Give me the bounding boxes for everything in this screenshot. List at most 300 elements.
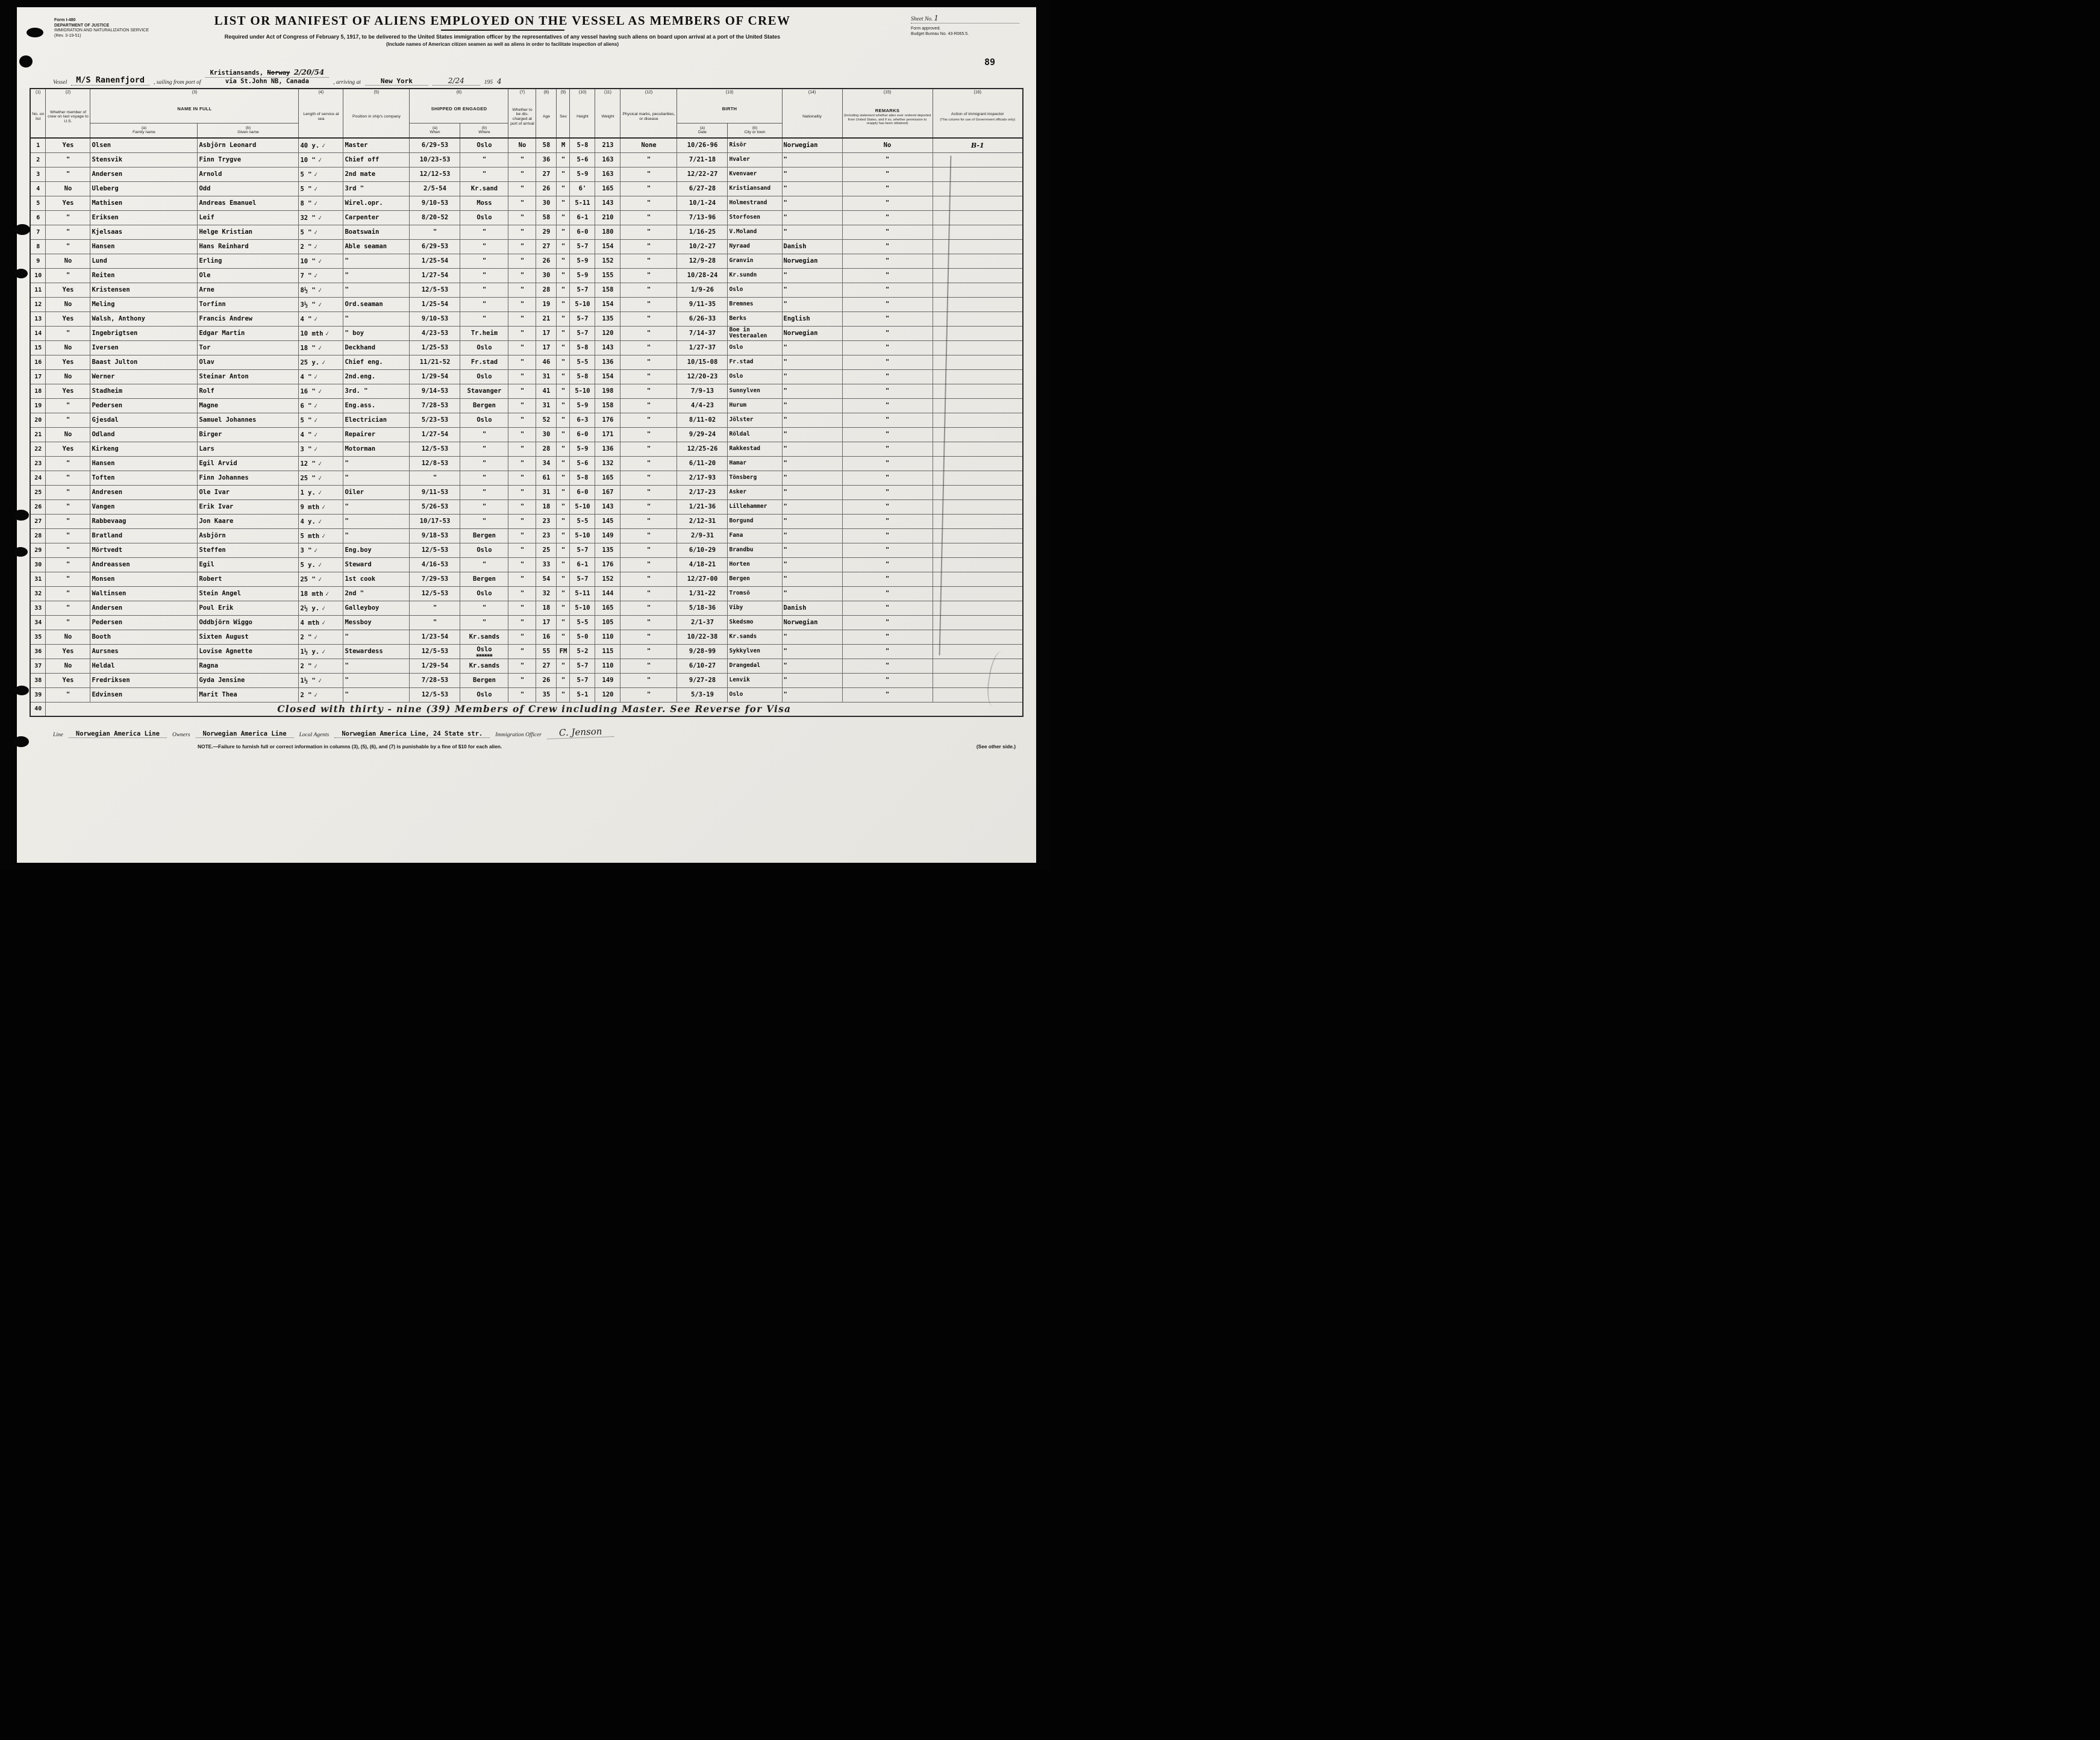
cell-sex: " — [557, 485, 570, 499]
cell-no: 11 — [30, 283, 46, 297]
crew-row — [30, 471, 1023, 485]
cell-remarks: " — [842, 239, 933, 254]
cell-weight: 120 — [595, 687, 620, 702]
cell-no: 10 — [30, 268, 46, 283]
cell-age: 28 — [536, 283, 557, 297]
cell-age: 35 — [536, 687, 557, 702]
cell-bcity: Granvin — [728, 254, 782, 268]
cell-action — [933, 442, 1023, 456]
cell-remarks: " — [842, 471, 933, 485]
cell-service: 5 " ✓ — [299, 413, 343, 427]
cell-disch: " — [508, 572, 536, 586]
cell-remarks: " — [842, 543, 933, 557]
cell-no: 15 — [30, 340, 46, 355]
title-block — [131, 13, 873, 47]
cell-bdate: 12/9-28 — [677, 254, 728, 268]
cell-remarks: " — [842, 268, 933, 283]
cell-when: 10/23-53 — [410, 152, 460, 167]
cell-bdate: 4/18-21 — [677, 557, 728, 572]
action-note: (This column for use of Government officials only) — [940, 117, 1016, 122]
sailing-from-label: , sailing from port of — [154, 80, 201, 86]
check-mark: ✓ — [313, 242, 319, 251]
cell-weight: 110 — [595, 630, 620, 644]
cell-when: 9/11-53 — [410, 485, 460, 499]
check-mark: ✓ — [313, 546, 319, 554]
cell-when: 2/5-54 — [410, 181, 460, 196]
cell-disch: " — [508, 384, 536, 398]
cell-position: " boy — [343, 326, 410, 340]
cell-marks: " — [620, 413, 677, 427]
cell-family: Kjelsaas — [90, 225, 198, 239]
cell-nat: " — [782, 499, 842, 514]
cell-bcity: Lenvik — [728, 673, 782, 687]
cell-bdate: 2/17-93 — [677, 471, 728, 485]
crew-row — [30, 572, 1023, 586]
cell-given: Gyda Jensine — [198, 673, 299, 687]
crew-row — [30, 167, 1023, 181]
crew-row — [30, 630, 1023, 644]
cell-position: " — [343, 456, 410, 471]
cell-sex: " — [557, 673, 570, 687]
cell-when: 1/29-54 — [410, 659, 460, 673]
cell-no: 4 — [30, 181, 46, 196]
cell-where: " — [460, 311, 508, 326]
check-mark: ✓ — [317, 575, 323, 583]
cell-height: 5-1 — [570, 687, 595, 702]
cell-no: 26 — [30, 499, 46, 514]
cell-nat: " — [782, 181, 842, 196]
cell-weight: 176 — [595, 413, 620, 427]
cell-when: 12/12-53 — [410, 167, 460, 181]
cell-where: " — [460, 427, 508, 442]
col-num-11: (11) — [595, 89, 620, 96]
cell-bcity: Lillehammer — [728, 499, 782, 514]
cell-service: 25 " ✓ — [299, 572, 343, 586]
cell-height: 5-7 — [570, 659, 595, 673]
cell-action — [933, 543, 1023, 557]
cell-when: 12/5-53 — [410, 644, 460, 659]
col-header-given-name: (b) Given name — [198, 123, 299, 138]
cell-no: 1 — [30, 138, 46, 152]
arriving-at-label: , arriving at — [333, 80, 361, 86]
cell-disch: " — [508, 543, 536, 557]
cell-family: Waltinsen — [90, 586, 198, 601]
cell-bdate: 12/25-26 — [677, 442, 728, 456]
cell-marks: " — [620, 283, 677, 297]
cell-family: Werner — [90, 369, 198, 384]
cell-weight: 143 — [595, 196, 620, 210]
cell-bcity: Oslo — [728, 687, 782, 702]
cell-service: 4 mth ✓ — [299, 615, 343, 630]
cell-sex: " — [557, 225, 570, 239]
cell-action — [933, 297, 1023, 311]
arrival-port: New York — [365, 77, 428, 86]
cell-nat: " — [782, 283, 842, 297]
cell-crew: " — [46, 485, 90, 499]
cell-service: 25 " ✓ — [299, 471, 343, 485]
cell-where: " — [460, 601, 508, 615]
cell-height: 5-5 — [570, 355, 595, 369]
cell-nat: " — [782, 514, 842, 528]
cell-height: 5-5 — [570, 514, 595, 528]
cell-sex: " — [557, 254, 570, 268]
col-num-6: (6) — [410, 89, 508, 96]
vessel-label: Vessel — [53, 80, 67, 86]
cell-family: Hansen — [90, 239, 198, 254]
cell-bdate: 7/9-13 — [677, 384, 728, 398]
cell-crew: " — [46, 514, 90, 528]
col-header-no-on-list: No. on list — [30, 96, 46, 138]
cell-disch: " — [508, 196, 536, 210]
check-mark: ✓ — [317, 474, 323, 482]
cell-bdate: 12/27-00 — [677, 572, 728, 586]
cell-bcity: Boe in Vesteraalen — [728, 326, 782, 340]
cell-height: 6-0 — [570, 485, 595, 499]
cell-no: 13 — [30, 311, 46, 326]
hole-punch-blob — [13, 736, 29, 747]
cell-sex: " — [557, 239, 570, 254]
cell-bcity: Risör — [728, 138, 782, 152]
cell-no: 31 — [30, 572, 46, 586]
col-header-nationality: Nationality — [782, 96, 842, 138]
cell-position: Chief off — [343, 152, 410, 167]
cell-where: " — [460, 225, 508, 239]
cell-service: 3 " ✓ — [299, 442, 343, 456]
crew-row — [30, 196, 1023, 210]
cell-height: 5-7 — [570, 673, 595, 687]
cell-remarks: " — [842, 225, 933, 239]
cell-given: Oddbjörn Wiggo — [198, 615, 299, 630]
cell-action — [933, 572, 1023, 586]
cell-when: 7/29-53 — [410, 572, 460, 586]
cell-nat: " — [782, 398, 842, 413]
cell-where: " — [460, 456, 508, 471]
cell-family: Vangen — [90, 499, 198, 514]
cell-family: Olsen — [90, 138, 198, 152]
cell-bdate: 8/11-02 — [677, 413, 728, 427]
cell-given: Ole — [198, 268, 299, 283]
cell-marks: " — [620, 601, 677, 615]
cell-marks: " — [620, 673, 677, 687]
cell-crew: No — [46, 297, 90, 311]
cell-disch: " — [508, 615, 536, 630]
cell-nat: " — [782, 268, 842, 283]
cell-remarks: " — [842, 427, 933, 442]
cell-position: " — [343, 630, 410, 644]
cell-crew: No — [46, 630, 90, 644]
cell-no: 5 — [30, 196, 46, 210]
cell-disch: " — [508, 181, 536, 196]
cell-no: 9 — [30, 254, 46, 268]
cell-height: 6-1 — [570, 210, 595, 225]
cell-weight: 145 — [595, 514, 620, 528]
check-mark: ✓ — [317, 300, 323, 308]
cell-disch: " — [508, 427, 536, 442]
check-mark: ✓ — [325, 329, 331, 337]
cell-height: 5-0 — [570, 630, 595, 644]
cell-bcity: Skedsmo — [728, 615, 782, 630]
cell-remarks: " — [842, 254, 933, 268]
cell-bdate: 1/31-22 — [677, 586, 728, 601]
cell-marks: " — [620, 456, 677, 471]
cell-remarks: " — [842, 442, 933, 456]
cell-bdate: 1/9-26 — [677, 283, 728, 297]
cell-marks: " — [620, 369, 677, 384]
cell-action — [933, 398, 1023, 413]
cell-bcity: Oslo — [728, 340, 782, 355]
cell-age: 55 — [536, 644, 557, 659]
cell-no: 33 — [30, 601, 46, 615]
cell-no: 6 — [30, 210, 46, 225]
cell-bdate: 10/26-96 — [677, 138, 728, 152]
cell-height: 5-8 — [570, 369, 595, 384]
cell-no: 40 — [30, 702, 46, 716]
cell-bdate: 1/27-37 — [677, 340, 728, 355]
cell-height: 5-6 — [570, 152, 595, 167]
cell-family: Iversen — [90, 340, 198, 355]
cell-crew: " — [46, 167, 90, 181]
check-mark: ✓ — [317, 257, 323, 265]
cell-age: 41 — [536, 384, 557, 398]
crew-row — [30, 152, 1023, 167]
cell-age: 21 — [536, 311, 557, 326]
cell-bcity: Drangedal — [728, 659, 782, 673]
cell-weight: 149 — [595, 528, 620, 543]
cell-bdate: 9/27-28 — [677, 673, 728, 687]
cell-marks: " — [620, 499, 677, 514]
cell-weight: 144 — [595, 586, 620, 601]
cell-marks: " — [620, 355, 677, 369]
cell-nat: " — [782, 456, 842, 471]
crew-row — [30, 528, 1023, 543]
cell-position: Ord.seaman — [343, 297, 410, 311]
cell-given: Egil Arvid — [198, 456, 299, 471]
crew-row — [30, 384, 1023, 398]
cell-height: 5-7 — [570, 311, 595, 326]
form-number: Form I-480 — [54, 18, 76, 22]
cell-age: 18 — [536, 601, 557, 615]
cell-remarks: " — [842, 167, 933, 181]
cell-age: 58 — [536, 138, 557, 152]
owners-value: Norwegian America Line — [196, 730, 294, 738]
cell-weight: 165 — [595, 181, 620, 196]
cell-age: 46 — [536, 355, 557, 369]
cell-weight: 154 — [595, 369, 620, 384]
cell-no: 16 — [30, 355, 46, 369]
cell-given: Steinar Anton — [198, 369, 299, 384]
cell-bdate: 7/21-18 — [677, 152, 728, 167]
cell-given: Samuel Johannes — [198, 413, 299, 427]
cell-when: 6/29-53 — [410, 239, 460, 254]
cell-when: 10/17-53 — [410, 514, 460, 528]
cell-action — [933, 254, 1023, 268]
cell-position: 2nd mate — [343, 167, 410, 181]
check-mark: ✓ — [313, 184, 319, 193]
cell-service: 2 " ✓ — [299, 239, 343, 254]
check-mark: ✓ — [317, 155, 323, 164]
cell-position: Deckhand — [343, 340, 410, 355]
cell-bcity: Röldal — [728, 427, 782, 442]
cell-position: " — [343, 311, 410, 326]
cell-height: 5-7 — [570, 326, 595, 340]
cell-height: 5-8 — [570, 340, 595, 355]
cell-sex: M — [557, 138, 570, 152]
footer-note — [29, 738, 1024, 750]
cell-age: 26 — [536, 181, 557, 196]
cell-weight: 154 — [595, 297, 620, 311]
cell-no: 7 — [30, 225, 46, 239]
cell-when: " — [410, 601, 460, 615]
check-mark: ✓ — [313, 690, 319, 699]
cell-bcity: Asker — [728, 485, 782, 499]
check-mark: ✓ — [317, 343, 323, 352]
col-header-physical-marks: Physical marks, peculiarities, or disease — [620, 96, 677, 138]
cell-bdate: 2/12-31 — [677, 514, 728, 528]
cell-weight: 152 — [595, 572, 620, 586]
cell-no: 3 — [30, 167, 46, 181]
cell-disch: " — [508, 413, 536, 427]
cell-age: 25 — [536, 543, 557, 557]
cell-height: 6-3 — [570, 413, 595, 427]
cell-weight: 136 — [595, 355, 620, 369]
cell-when: 12/5-53 — [410, 687, 460, 702]
cell-when: 4/23-53 — [410, 326, 460, 340]
cell-no: 21 — [30, 427, 46, 442]
cell-disch: " — [508, 398, 536, 413]
check-mark: ✓ — [317, 459, 323, 468]
cell-service: 2½ y. ✓ — [299, 601, 343, 615]
cell-no: 34 — [30, 615, 46, 630]
cell-given: Asbjörn Leonard — [198, 138, 299, 152]
col-header-birth-city: (b) City or town — [728, 123, 782, 138]
check-mark: ✓ — [317, 488, 323, 496]
cell-nat: " — [782, 210, 842, 225]
col-header-shipped-where: (b) Where — [460, 123, 508, 138]
crew-row — [30, 355, 1023, 369]
cell-height: 5-9 — [570, 268, 595, 283]
cell-given: Steffen — [198, 543, 299, 557]
cell-given: Hans Reinhard — [198, 239, 299, 254]
cell-where: " — [460, 152, 508, 167]
handwritten-sailing-date: 2/20/54 — [293, 68, 325, 77]
cell-no: 18 — [30, 384, 46, 398]
cell-crew: No — [46, 340, 90, 355]
crew-row — [30, 601, 1023, 615]
crew-row — [30, 398, 1023, 413]
cell-given: Erik Ivar — [198, 499, 299, 514]
cell-position: Able seaman — [343, 239, 410, 254]
cell-position: " — [343, 659, 410, 673]
cell-bdate: 7/13-96 — [677, 210, 728, 225]
cell-position: 3rd. " — [343, 384, 410, 398]
cell-service: 5 " ✓ — [299, 181, 343, 196]
cell-crew: " — [46, 456, 90, 471]
check-mark: ✓ — [313, 416, 319, 424]
cell-nat: " — [782, 442, 842, 456]
cell-where: Oslo — [460, 210, 508, 225]
cell-service: 2 " ✓ — [299, 659, 343, 673]
cell-no: 8 — [30, 239, 46, 254]
cell-service: 18 mth ✓ — [299, 586, 343, 601]
cell-where: " — [460, 485, 508, 499]
cell-crew: " — [46, 543, 90, 557]
sailing-port — [205, 69, 330, 86]
cell-crew: " — [46, 528, 90, 543]
col-num-1: (1) — [30, 89, 46, 96]
cell-disch: " — [508, 673, 536, 687]
cell-marks: " — [620, 268, 677, 283]
cell-no: 23 — [30, 456, 46, 471]
cell-crew: " — [46, 471, 90, 485]
cell-age: 17 — [536, 326, 557, 340]
cell-position: " — [343, 499, 410, 514]
cell-disch: " — [508, 268, 536, 283]
cell-bdate: 5/3-19 — [677, 687, 728, 702]
check-mark: ✓ — [317, 517, 323, 525]
cell-when: 9/10-53 — [410, 196, 460, 210]
check-mark: ✓ — [313, 401, 319, 410]
cell-crew: Yes — [46, 384, 90, 398]
cell-where: " — [460, 283, 508, 297]
hole-punch-blob — [13, 547, 28, 557]
crew-row — [30, 413, 1023, 427]
cell-sex: " — [557, 543, 570, 557]
cell-bdate: 12/20-23 — [677, 369, 728, 384]
cell-sex: " — [557, 499, 570, 514]
col-header-length-of-service: Length of service at sea — [299, 96, 343, 138]
cell-when: 12/5-53 — [410, 442, 460, 456]
cell-service: 25 y. ✓ — [299, 355, 343, 369]
cell-crew: " — [46, 687, 90, 702]
cell-sex: " — [557, 442, 570, 456]
cell-service: 1 y. ✓ — [299, 485, 343, 499]
cell-bcity: Brandbu — [728, 543, 782, 557]
cell-age: 58 — [536, 210, 557, 225]
sheet-number-block — [911, 16, 1019, 37]
hole-punch-blob — [13, 510, 29, 521]
cell-height: 5-7 — [570, 572, 595, 586]
cell-service: 6 " ✓ — [299, 398, 343, 413]
cell-where: Kr.sand — [460, 181, 508, 196]
cell-family: Andreassen — [90, 557, 198, 572]
cell-no: 25 — [30, 485, 46, 499]
crew-row — [30, 181, 1023, 196]
cell-position: " — [343, 514, 410, 528]
vessel-name: M/S Ranenfjord — [71, 75, 149, 86]
cell-given: Finn Trygve — [198, 152, 299, 167]
cell-when: 5/23-53 — [410, 413, 460, 427]
cell-remarks: " — [842, 196, 933, 210]
cell-age: 28 — [536, 442, 557, 456]
cell-crew: Yes — [46, 644, 90, 659]
cell-age: 16 — [536, 630, 557, 644]
cell-position: Eng.ass. — [343, 398, 410, 413]
cell-weight: 213 — [595, 138, 620, 152]
cell-height: 6-1 — [570, 557, 595, 572]
cell-remarks: " — [842, 355, 933, 369]
cell-crew: " — [46, 557, 90, 572]
cell-age: 17 — [536, 340, 557, 355]
cell-where: " — [460, 442, 508, 456]
col-num-5: (5) — [343, 89, 410, 96]
manifest-paper — [17, 7, 1036, 863]
cell-height: 5-9 — [570, 442, 595, 456]
cell-height: 5-9 — [570, 398, 595, 413]
cell-remarks: " — [842, 644, 933, 659]
cell-when: 1/27-54 — [410, 427, 460, 442]
cell-position: 2nd.eng. — [343, 369, 410, 384]
cell-family: Reiten — [90, 268, 198, 283]
